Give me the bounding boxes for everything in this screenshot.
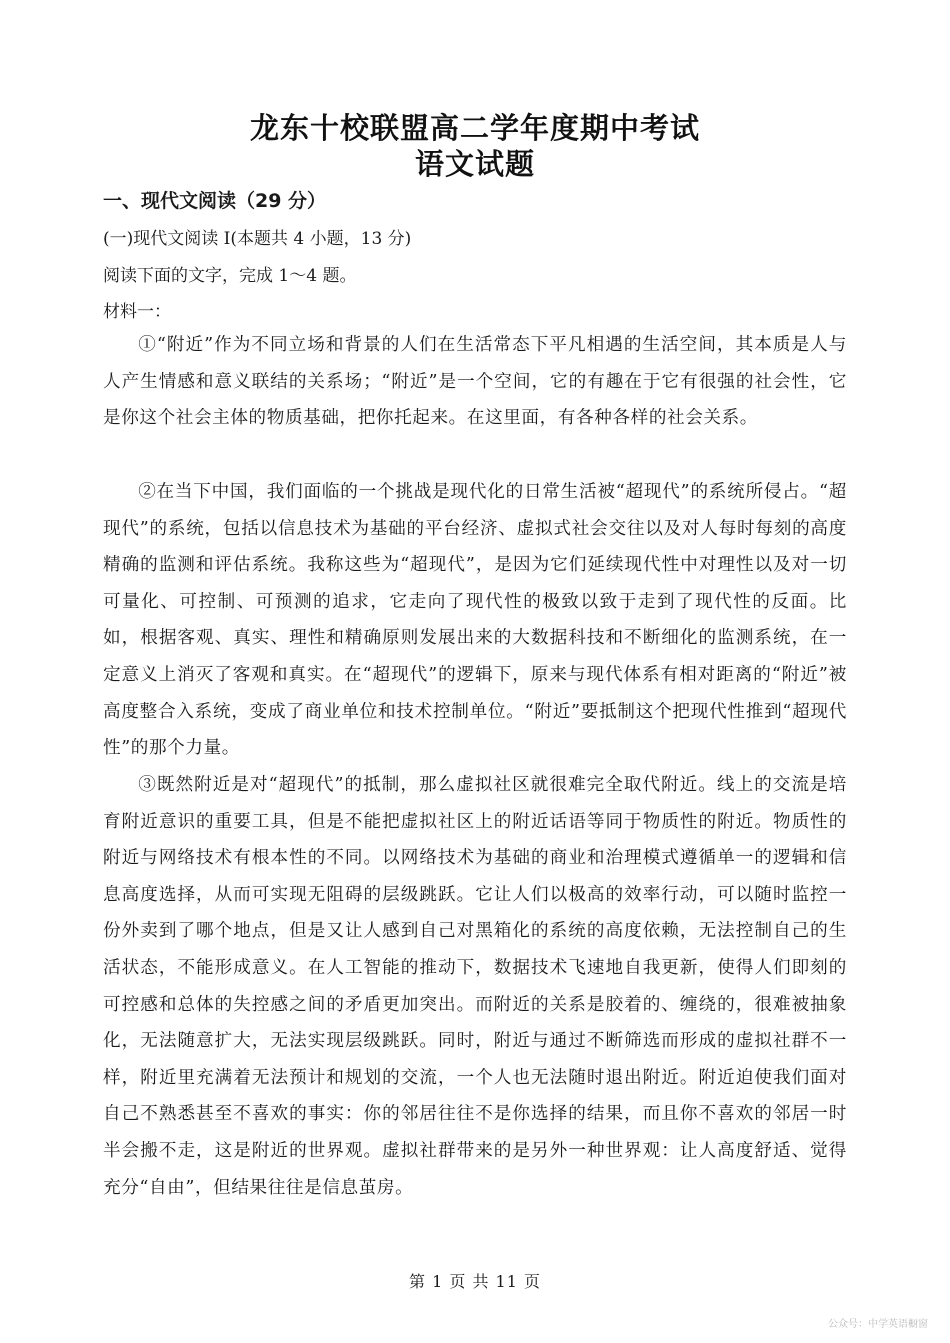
page-footer: 第 1 页 共 11 页 xyxy=(409,1272,541,1291)
paragraph-2: ②在当下中国，我们面临的一个挑战是现代化的日常生活被“超现代”的系统所侵占。“超现代”的系统，包括以信息技术为基础的平台经济、虚拟式社会交往以及对人每时每刻的高度精确的监测和评估系统。我称这些为“超现代”，是因为它们延续现代性中对理性以及对一切可量化、可控制、可预测的追求，它走向了现代性的极致以致于走到了现代性的反面。比如，根据客观、真实、理性和精确原则发展出来的大数据科技和不断细化的监测系统，在一定意义上消灭了客观和真实。在“超现代”的逻辑下，原来与现代体系有相对距离的“附近”被高度整合入系统，变成了商业单位和技术控制单位。“附近”要抵制这个把现代性推到“超现代性”的那个力量。 xyxy=(103,482,847,759)
paragraph-1: ①“附近”作为不同立场和背景的人们在生活常态下平凡相遇的生活空间，其本质是人与人产生情感和意义联结的关系场；“附近”是一个空间，它的有趣在于它有很强的社会性，它是你这个社会主体的物质基础，把你托起来。在这里面，有各种各样的社会关系。 xyxy=(103,335,847,429)
subject-title: 语文试题 xyxy=(414,147,535,181)
section-heading: 一、现代文阅读（29 分） xyxy=(103,190,327,212)
paragraph-3: ③既然附近是对“超现代”的抵制，那么虚拟社区就很难完全取代附近。线上的交流是培育附近意识的重要工具，但是不能把虚拟社区上的附近话语等同于物质性的附近。物质性的附近与网络技术有根本性的不同。以网络技术为基础的商业和治理模式遵循单一的逻辑和信息高度选择，从而可实现无阻碍的层级跳跃。它让人们以极高的效率行动，可以随时监控一份外卖到了哪个地点，但是又让人感到自己对黑箱化的系统的高度依赖，无法控制自己的生活状态，不能形成意义。在人工智能的推动下，数据技术飞速地自我更新，使得人们即刻的可控感和总体的失控感之间的矛盾更加突出。而附近的关系是胶着的、缠绕的，很难被抽象化，无法随意扩大，无法实现层级跳跃。同时，附近与通过不断筛选而形成的虚拟社群不一样，附近里充满着无法预计和规划的交流，一个人也无法随时退出附近。附近迫使我们面对自己不熟悉甚至不喜欢的事实：你的邻居往往不是你选择的结果，而且你不喜欢的邻居一时半会搬不走，这是附近的世界观。虚拟社群带来的是另外一种世界观：让人高度舒适、觉得充分“自由”，但结果往往是信息茧房。 xyxy=(103,775,847,1198)
exam-title: 龙东十校联盟高二学年度期中考试 xyxy=(249,111,700,145)
instruction-text: 阅读下面的文字，完成 1～4 题。 xyxy=(103,266,357,286)
subsection-heading: (一)现代文阅读 I(本题共 4 小题，13 分) xyxy=(103,229,412,249)
material-label: 材料一： xyxy=(103,302,171,322)
watermark: 公众号：中学英语橱窗 xyxy=(828,1319,928,1330)
